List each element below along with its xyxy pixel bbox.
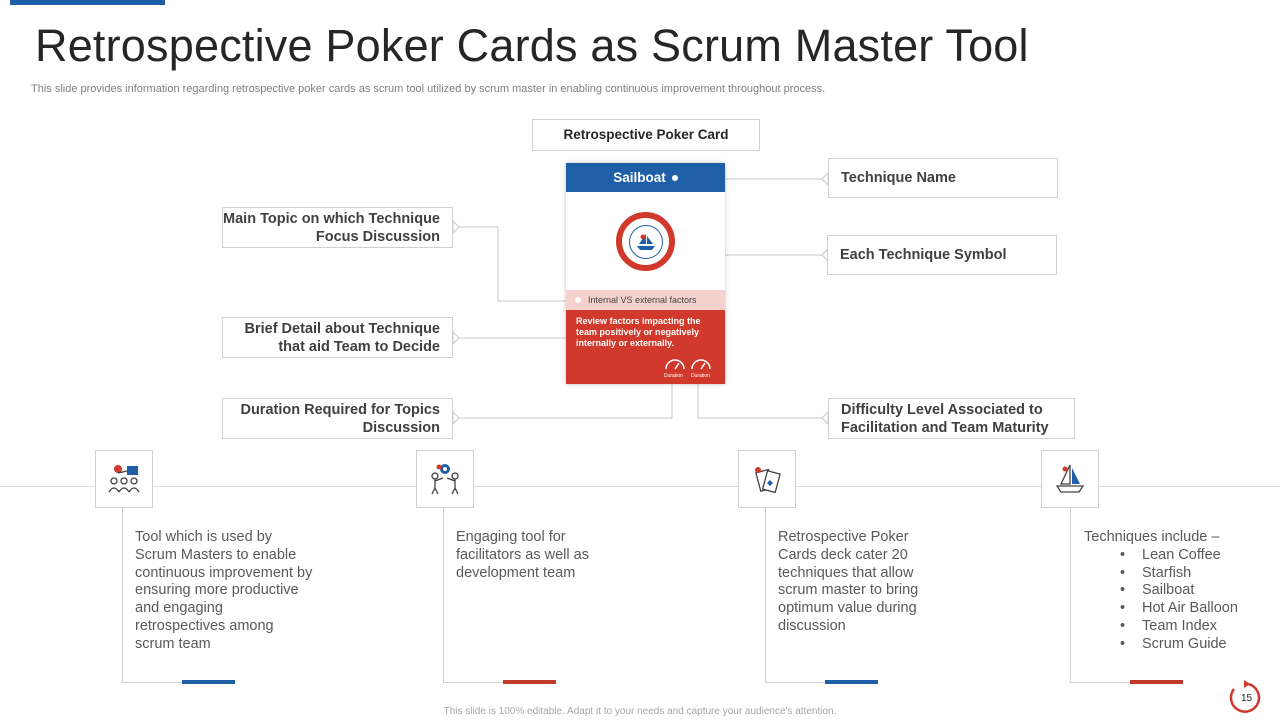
sailboat-icon: [1041, 450, 1099, 508]
collaboration-gear-icon: [416, 450, 474, 508]
sailboat-symbol-icon: [629, 225, 663, 259]
gauge-right-label: Duration: [691, 373, 710, 379]
callout-technique-symbol: Each Technique Symbol: [827, 235, 1057, 275]
column-accent-3: [825, 680, 878, 684]
callout-main-topic: Main Topic on which Technique Focus Discussion: [222, 207, 453, 248]
playing-cards-icon: [738, 450, 796, 508]
card-focus-text: Internal VS external factors: [588, 295, 697, 305]
card-focus-band: [566, 290, 725, 310]
card-name-dot: [672, 175, 678, 181]
list-item: • Sailboat: [1084, 582, 1274, 600]
focus-dot: [575, 297, 581, 303]
column-accent-2: [503, 680, 556, 684]
gauge-left-label: Duration: [664, 373, 683, 379]
callout-duration: Duration Required for Topics Discussion: [222, 398, 453, 439]
footer-note: This slide is 100% editable. Adapt it to your needs and capture your audience's attention.: [443, 706, 837, 717]
page-number-badge: [1226, 679, 1270, 717]
column-text-3: Retrospective Poker Cards deck cater 20 techniques that allow scrum master to bring optimum value during discussion: [778, 529, 919, 634]
list-item: • Hot Air Balloon: [1084, 600, 1274, 618]
column-accent-4: [1130, 680, 1183, 684]
column-text-4: [1084, 529, 1274, 654]
card-technique-name: [566, 163, 725, 192]
team-presentation-icon: [95, 450, 153, 508]
callout-brief-detail: Brief Detail about Technique that aid Team to Decide: [222, 317, 453, 358]
page-title: Retrospective Poker Cards as Scrum Master Tool: [35, 20, 1029, 71]
techniques-list: [1084, 547, 1274, 654]
card-symbol: [616, 212, 675, 271]
card-detail-panel: [566, 310, 725, 384]
column-text-2: Engaging tool for facilitators as well as development team: [456, 529, 589, 581]
column-accent-1: [182, 680, 235, 684]
poker-card: [566, 163, 725, 384]
callout-difficulty: Difficulty Level Associated to Facilitation and Team Maturity: [828, 398, 1075, 439]
list-item: • Team Index: [1084, 618, 1274, 636]
list-item: • Lean Coffee: [1084, 547, 1274, 565]
list-item: • Scrum Guide: [1084, 636, 1274, 654]
list-item: • Starfish: [1084, 565, 1274, 583]
card-name-label: Sailboat: [613, 170, 666, 185]
page-subtitle: This slide provides information regarding retrospective poker cards as scrum tool utilized by scrum master in enabling continuous improvement throughout process.: [31, 83, 826, 95]
page-number: 15: [1241, 693, 1253, 704]
card-detail-text: Review factors impacting the team positively or negatively internally or externally.: [576, 316, 701, 348]
techniques-heading: Techniques include –: [1084, 529, 1220, 545]
card-heading-box: Retrospective Poker Card: [532, 119, 760, 151]
column-text-1: Tool which is used by Scrum Masters to enable continuous improvement by ensuring more productive and engaging retrospectives among scrum team: [135, 529, 313, 652]
callout-technique-name: Technique Name: [828, 158, 1058, 198]
